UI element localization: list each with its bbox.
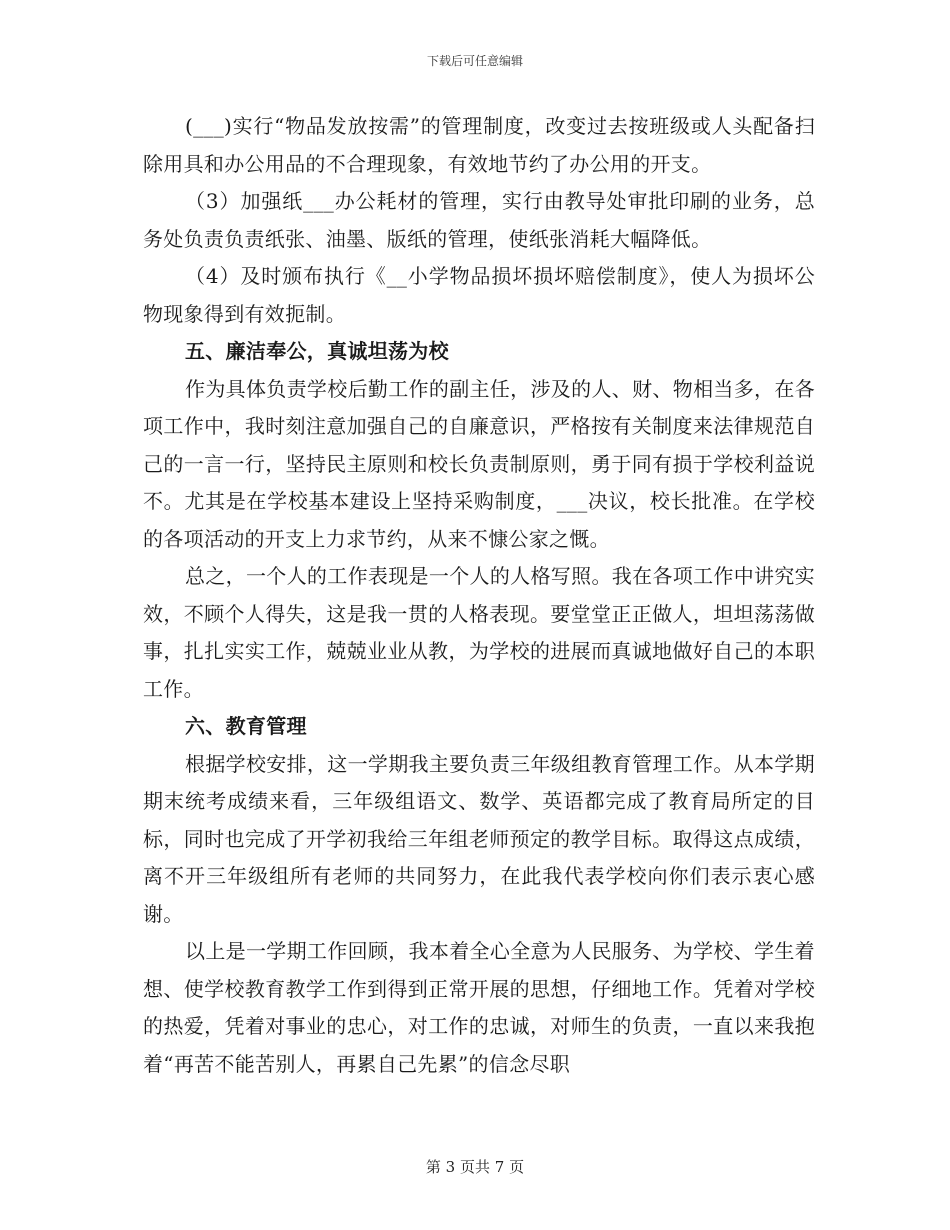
header-note: 下载后可任意编辑 — [426, 54, 523, 68]
section-heading-6: 六、教育管理 — [185, 714, 307, 738]
section-heading-5: 五、廉洁奉公，真诚坦荡为校 — [185, 339, 449, 363]
paragraph-item-4: （4）及时颁布执行《__小学物品损坏损坏赔偿制度》，使人为损坏公物现象得到有效扼制。 — [143, 264, 815, 326]
paragraph-summary: 总之，一个人的工作表现是一个人的人格写照。我在各项工作中讲究实效，不顾个人得失，这是我一贯的人格表现。要堂堂正正做人，坦坦荡荡做事，扎扎实实工作，兢兢业业从教，为学校的进展而真诚地做好自己的本职工作。 — [143, 564, 815, 701]
page-number: 第 3 页共 7 页 — [425, 1158, 525, 1176]
document-body — [143, 108, 815, 1083]
paragraph-education-management: 根据学校安排，这一学期我主要负责三年级组教育管理工作。从本学期期末统考成绩来看，三年级组语文、数学、英语都完成了教育局所定的目标，同时也完成了开学初我给三年组老师预定的教学目标。取得这点成绩，离不开三年级组所有老师的共同努力，在此我代表学校向你们表示衷心感谢。 — [143, 751, 815, 926]
paragraph-integrity: 作为具体负责学校后勤工作的副主任，涉及的人、财、物相当多，在各项工作中，我时刻注意加强自己的自廉意识，严格按有关制度来法律规范自己的一言一行，坚持民主原则和校长负责制原则，勇于同有损于学校利益说不。尤其是在学校基本建设上坚持采购制度，___决议，校长批准。在学校的各项活动的开支上力求节约，从来不慷公家之慨。 — [143, 376, 815, 551]
paragraph-item-2: (___)实行“物品发放按需”的管理制度，改变过去按班级或人头配备扫除用具和办公用品的不合理现象，有效地节约了办公用的开支。 — [143, 114, 815, 176]
paragraph-item-3: （3）加强纸___办公耗材的管理，实行由教导处审批印刷的业务，总务处负责负责纸张、油墨、版纸的管理，使纸张消耗大幅降低。 — [143, 189, 815, 251]
paragraph-review: 以上是一学期工作回顾，我本着全心全意为人民服务、为学校、学生着想、使学校教育教学工作到得到正常开展的思想，仔细地工作。凭着对学校的热爱，凭着对事业的忠心，对工作的忠诚，对师生的负责，一直以来我抱着“再苦不能苦别人，再累自己先累”的信念尽职 — [143, 939, 815, 1076]
